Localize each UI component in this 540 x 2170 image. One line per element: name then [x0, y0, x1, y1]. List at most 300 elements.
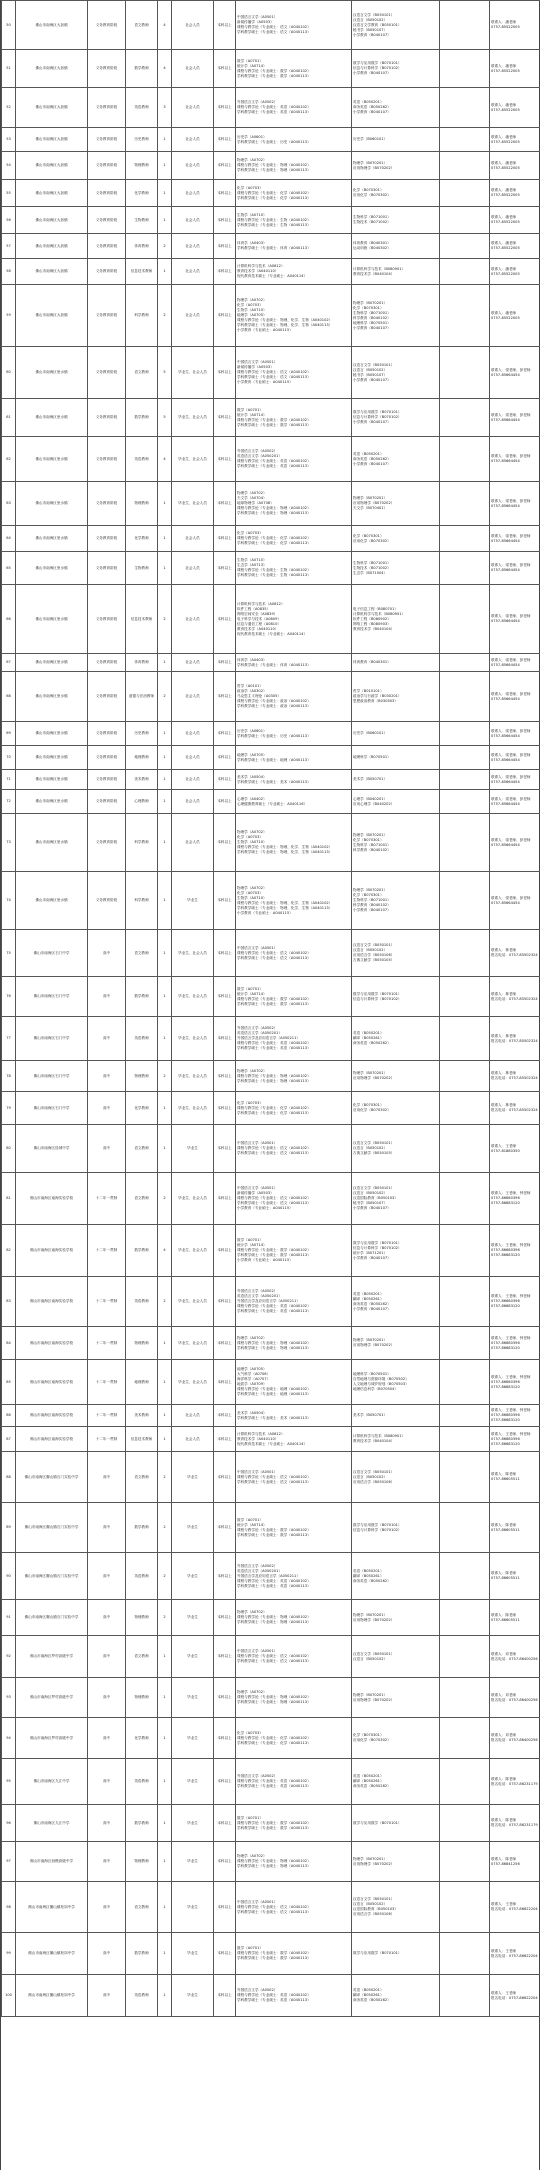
applicant-type-text: 社会人员 [185, 313, 200, 317]
education-level [214, 1553, 236, 1600]
post-count [158, 1, 172, 50]
school-stage-text: 义务教育阶段 [95, 660, 118, 664]
table-row [2, 654, 540, 672]
employer-name-text: 佛山市南海区里水镇 [35, 501, 68, 505]
remarks [440, 672, 490, 722]
post-name [126, 1805, 158, 1842]
postgraduate-majors [236, 1427, 352, 1452]
applicant-type [172, 1933, 214, 1975]
post-count [158, 1092, 172, 1125]
post-name-text: 数学教师 [134, 1525, 149, 1529]
postgraduate-majors-text: 数学（A0701） 统计学（A0714） 课程与教学论（专业硕士：数学（A040102） 学科教学硕士（专业硕士：数学（A040113） [237, 407, 311, 427]
applicant-type [172, 552, 214, 585]
post-name-text: 语文教师 [134, 1196, 149, 1200]
undergraduate-majors [352, 1636, 440, 1678]
row-number-text: 93 [6, 1695, 11, 1699]
applicant-type [172, 1759, 214, 1805]
undergraduate-majors [352, 482, 440, 526]
row-number-text: 94 [6, 1735, 11, 1740]
employer-name [16, 347, 88, 399]
undergraduate-majors [352, 1092, 440, 1125]
remarks [440, 585, 490, 654]
employer-name-text: 佛山市南海区大沥镇 [35, 163, 68, 167]
postgraduate-majors-text: 外国语言文学（A0502） 课程与教学论（专业硕士：英语（A040102） 学科教学硕士（专业硕士：英语（A040113） [237, 1988, 311, 2002]
table-row [2, 88, 540, 128]
school-stage [88, 399, 126, 437]
row-number [2, 1092, 16, 1125]
post-count-text: 2 [163, 616, 166, 621]
row-number [2, 1125, 16, 1173]
employer-name [16, 977, 88, 1017]
education-level [214, 285, 236, 347]
contact-info-text: 联系人：林老师 报名电话：0757-85502324 [491, 991, 538, 1001]
school-stage-text: 高中 [102, 1993, 111, 1997]
table-row [2, 1061, 540, 1092]
school-stage-text: 高中 [102, 950, 111, 955]
table-row [2, 1636, 540, 1678]
postgraduate-majors-text: 数学（A0701） 课程与教学论（专业硕士：数学（A040102） 学科教学硕士（专业硕士：数学（A040113） [237, 1815, 311, 1830]
contact-info [490, 207, 540, 234]
employer-name [16, 399, 88, 437]
post-count [158, 50, 172, 88]
employer-name-text: 佛山市南海区大沥镇 [35, 313, 68, 317]
table-row [2, 1975, 540, 2017]
postgraduate-majors-text: 地理学（A0705） 大气科学（A0706） 海洋科学（A0707） 地质学（A0709） 课程与教学论（专业硕士：地理（A040102） 学科教学硕士（专业硕士：地理（A040113） [237, 1367, 311, 1396]
employer-name-text: 佛山市南海区狮山镇松岗中学 [28, 1904, 75, 1909]
post-name [126, 259, 158, 285]
education-level-text: 本科以上 [217, 137, 232, 141]
contact-info [490, 285, 540, 347]
applicant-type-text: 毕业生 [187, 1859, 198, 1863]
post-name-text: 语文教师 [134, 950, 149, 955]
post-name-text: 科学教师 [134, 313, 149, 317]
undergraduate-majors [352, 128, 440, 152]
school-stage-text: 高中 [102, 1105, 111, 1110]
post-count [158, 1173, 172, 1225]
school-stage-text: 义务教育阶段 [95, 898, 118, 902]
post-count-text: 2 [163, 243, 166, 248]
applicant-type-text: 毕业生、社会人员 [178, 456, 207, 461]
undergraduate-majors-text: 计算机科学与技术（B080901） 教育技术学（B040104） [353, 266, 406, 276]
row-number-text: 87 [6, 1436, 11, 1441]
contact-info-text: 联系人：林老师 报名电话：0757-85502324 [491, 1103, 538, 1112]
post-name-text: 语文教师 [134, 1146, 149, 1150]
row-number-text: 60 [6, 370, 11, 374]
employer-name-text: 佛山市南海区里水镇 [35, 456, 68, 461]
contact-info [490, 180, 540, 207]
post-count-text: 1 [163, 1951, 166, 1955]
row-number-text: 59 [6, 313, 11, 317]
postgraduate-majors-text: 物理学（A0702） 化学（A0703） 生物学（A0710） 课程与教学论（专业硕士：物理、化学、生物（A040102） 学科教学硕士（专业硕士：物理、化学、生物（A040113） 小学教育（专业硕士：A040115） [237, 885, 333, 915]
row-number [2, 207, 16, 234]
education-level [214, 1975, 236, 2017]
undergraduate-majors-text: 物理学（B070201） 化学（B070301） 生物科学（B071001） 科学教育（B040102） [353, 832, 391, 852]
education-level [214, 50, 236, 88]
school-stage-text: 高中 [102, 1654, 111, 1658]
row-number-text: 55 [6, 190, 11, 195]
postgraduate-majors [236, 814, 352, 872]
post-count-text: 1 [163, 269, 166, 273]
post-name-text: 道德与法治教师 [128, 694, 155, 698]
undergraduate-majors [352, 259, 440, 285]
contact-info-text: 联系人：王老师 报名电话：0757-86622204 [491, 1990, 538, 2000]
contact-info [490, 234, 540, 259]
remarks [440, 1225, 490, 1277]
employer-name-text: 佛山市南海区桂城中学 [33, 1146, 70, 1150]
school-stage [88, 977, 126, 1017]
postgraduate-majors [236, 722, 352, 746]
row-number [2, 552, 16, 585]
employer-name [16, 1975, 88, 2017]
undergraduate-majors [352, 1, 440, 50]
employer-name-text: 佛山市南海区狮山镇石门实验中学 [24, 1525, 79, 1529]
table-row [2, 1327, 540, 1360]
employer-name-text: 佛山市南海区大沥镇 [35, 190, 68, 195]
school-stage-text: 义务教育阶段 [95, 799, 118, 803]
post-count-text: 2 [163, 1196, 166, 1200]
contact-info [490, 814, 540, 872]
postgraduate-majors [236, 1503, 352, 1553]
school-stage-text: 义务教育阶段 [95, 694, 118, 698]
contact-info [490, 1061, 540, 1092]
remarks [440, 814, 490, 872]
remarks [440, 1405, 490, 1427]
education-level [214, 770, 236, 790]
table-row [2, 1933, 540, 1975]
education-level [214, 437, 236, 482]
undergraduate-majors-text: 生物科学（B071001） 生物技术（B071002） [353, 215, 391, 224]
school-stage [88, 672, 126, 722]
post-name-text: 语文教师 [134, 1904, 149, 1909]
row-number-text: 70 [6, 755, 11, 759]
post-count-text: 1 [163, 217, 166, 222]
table-row [2, 872, 540, 930]
applicant-type [172, 180, 214, 207]
post-name [126, 814, 158, 872]
applicant-type [172, 1277, 214, 1327]
post-count [158, 1882, 172, 1933]
education-level [214, 180, 236, 207]
undergraduate-majors [352, 180, 440, 207]
school-stage [88, 1360, 126, 1405]
remarks [440, 347, 490, 399]
remarks [440, 88, 490, 128]
postgraduate-majors-text: 体育学（A0403） 学科教学硕士（专业硕士：体育（A040113） [237, 657, 311, 667]
remarks [440, 1975, 490, 2017]
school-stage-text: 高中 [102, 1951, 111, 1955]
education-level [214, 1017, 236, 1061]
undergraduate-majors [352, 526, 440, 552]
undergraduate-majors-text: 体育教育（B040301） 运动训练（B040302） [353, 241, 391, 250]
post-name [126, 1636, 158, 1678]
row-number [2, 672, 16, 722]
table-row [2, 152, 540, 180]
post-count-text: 2 [163, 313, 166, 317]
education-level-text: 本科以上 [217, 799, 232, 803]
education-level-text: 本科以上 [217, 898, 232, 902]
school-stage [88, 746, 126, 770]
employer-name [16, 1553, 88, 1600]
school-stage [88, 234, 126, 259]
post-count-text: 4 [163, 22, 166, 27]
undergraduate-majors-text: 数学与应用数学（B070101） [353, 1951, 402, 1955]
post-name [126, 347, 158, 399]
post-count-text: 3 [163, 105, 166, 109]
applicant-type-text: 社会人员 [185, 105, 200, 109]
contact-info-text: 联系人：潘老师 0757-85522005 [491, 215, 520, 224]
row-number-text: 96 [6, 1820, 11, 1825]
post-name [126, 1277, 158, 1327]
remarks [440, 234, 490, 259]
row-number-text: 91 [6, 1615, 11, 1619]
education-level [214, 746, 236, 770]
postgraduate-majors-text: 中国语言文学（A0501） 课程与教学论（专业硕士：语文（A040102） 学科教学硕士（专业硕士：语文（A040113） [237, 1141, 311, 1155]
undergraduate-majors [352, 1017, 440, 1061]
post-count [158, 1503, 172, 1553]
postgraduate-majors-text: 外国语言文学（A0502） 英语语言文学（A050201） 课程与教学论（专业硕士：英语（A040102） 学科教学硕士（专业硕士：英语（A040113） [237, 449, 311, 468]
applicant-type-text: 毕业生、社会人员 [178, 1073, 207, 1078]
postgraduate-majors-text: 物理学（A0702） 课程与教学论（专业硕士：物理（A040102） 学科教学硕士（专业硕士：物理（A040113） [237, 1335, 311, 1350]
table-row [2, 722, 540, 746]
school-stage-text: 义务教育阶段 [95, 163, 118, 167]
education-level [214, 207, 236, 234]
postgraduate-majors [236, 1553, 352, 1600]
post-count-text: 1 [163, 660, 166, 664]
row-number-text: 78 [6, 1073, 11, 1078]
employer-name [16, 1277, 88, 1327]
post-name-text: 历史教师 [134, 137, 149, 141]
row-number [2, 259, 16, 285]
school-stage [88, 1975, 126, 2017]
contact-info-text: 联系人：林老师 报名电话：0757-85502324 [491, 948, 538, 957]
school-stage-text: 十二年一贯制 [95, 1299, 118, 1303]
post-count [158, 746, 172, 770]
undergraduate-majors [352, 977, 440, 1017]
post-name [126, 1452, 158, 1503]
education-level-text: 本科以上 [217, 536, 232, 540]
post-name-text: 信息技术教师 [130, 269, 153, 273]
employer-name [16, 1882, 88, 1933]
education-level-text: 本科以上 [217, 456, 232, 461]
education-level [214, 1405, 236, 1427]
applicant-type [172, 1360, 214, 1405]
education-level-text: 本科以上 [217, 1695, 232, 1699]
row-number [2, 1842, 16, 1882]
undergraduate-majors-text: 数学与应用数学（B070101） 信息与计算科学（B070102） 小学教育（B040107） [353, 61, 402, 75]
education-level [214, 977, 236, 1017]
contact-info-text: 联系人：邓老师 报名电话：0757-86400256 [491, 1651, 538, 1661]
education-level-text: 本科以上 [217, 313, 232, 317]
row-number [2, 770, 16, 790]
undergraduate-majors-text: 地理科学（B070501） 自然地理与资源环境（B070502） 人文地理与城乡规划（B070503） 地理信息科学（B070504） [353, 1372, 409, 1391]
employer-name [16, 88, 88, 128]
table-row [2, 1, 540, 50]
applicant-type-text: 社会人员 [185, 1413, 200, 1417]
education-level-text: 本科以上 [217, 1036, 232, 1040]
row-number [2, 180, 16, 207]
row-number-text: 84 [6, 1340, 11, 1345]
row-number-text: 100 [5, 1993, 12, 1997]
post-name-text: 物理教师 [134, 1615, 149, 1619]
school-stage-text: 义务教育阶段 [95, 243, 118, 248]
postgraduate-majors-text: 计算机科学与技术（A0812） 软件工程（A0835） 网络空间安全（A0839） 电子科学与技术（A0809） 信息与通信工程（A0810） 教育技术学（A040110） 现代教育技术硕士（专业硕士：A040114） [237, 601, 308, 636]
school-stage [88, 50, 126, 88]
post-count [158, 128, 172, 152]
post-name [126, 654, 158, 672]
employer-name-text: 佛山市南海区南海实验学校 [29, 1299, 74, 1303]
education-level-text: 本科以上 [217, 1951, 232, 1955]
contact-info [490, 1842, 540, 1882]
employer-name-text: 佛山市南海区里水镇 [35, 660, 68, 664]
undergraduate-majors-text: 英语（B050201） 翻译（B050261） 商务英语（B050262） [353, 1031, 391, 1045]
post-name-text: 地理教师 [134, 1379, 149, 1384]
undergraduate-majors [352, 285, 440, 347]
table-row [2, 1842, 540, 1882]
education-level-text: 本科以上 [217, 1146, 232, 1150]
school-stage [88, 1842, 126, 1882]
post-count [158, 977, 172, 1017]
contact-info [490, 1452, 540, 1503]
applicant-type [172, 814, 214, 872]
postgraduate-majors-text: 中国语言文学（A0501） 课程与教学论（专业硕士：语文（A040102） 学科教学硕士（专业硕士：语文（A040113） [237, 1899, 311, 1914]
post-count-text: 4 [163, 456, 166, 461]
school-stage [88, 1452, 126, 1503]
undergraduate-majors-text: 汉语言文学（B050101） 汉语言（B050102） 秘书学（B050107） 小学教育（B040107） [353, 362, 395, 382]
post-count [158, 672, 172, 722]
contact-info-text: 联系人：梁老师、彭老师 0757-85664454 [491, 412, 531, 422]
education-level-text: 本科以上 [217, 269, 232, 273]
post-name [126, 526, 158, 552]
undergraduate-majors-text: 体育教育（B040301） [353, 660, 391, 664]
employer-name-text: 佛山市南海区里水镇 [35, 536, 68, 540]
school-stage-text: 高中 [102, 1859, 111, 1863]
postgraduate-majors-text: 外国语言文学（A0502） 英语语言文学（A050201） 外国语言学及应用语言学（A050211） 课程与教学论（专业硕士：英语（A040102） 学科教学硕士（专业硕士：英语（A040113） [237, 1563, 311, 1588]
applicant-type [172, 722, 214, 746]
undergraduate-majors-text: 化学（B070301） 应用化学（B070302） [353, 1103, 391, 1112]
employer-name-text: 佛山市南海区里水镇 [35, 840, 68, 844]
post-name [126, 1759, 158, 1805]
row-number-text: 51 [6, 66, 11, 70]
post-name [126, 672, 158, 722]
employer-name-text: 佛山市南海区南海实验学校 [29, 1413, 74, 1417]
employer-name [16, 207, 88, 234]
undergraduate-majors-text: 哲学（B010101） 政治学与行政学（B030201） 思想政治教育（B030503） [353, 689, 402, 703]
row-number [2, 526, 16, 552]
row-number [2, 1553, 16, 1600]
contact-info [490, 128, 540, 152]
post-count-text: 2 [163, 1474, 166, 1479]
education-level [214, 790, 236, 814]
contact-info-text: 联系人：梁老师、彭老师 0757-85664454 [491, 454, 531, 463]
row-number-text: 67 [6, 660, 11, 664]
applicant-type-text: 社会人员 [185, 616, 200, 621]
table-row [2, 234, 540, 259]
education-level [214, 1503, 236, 1553]
post-name-text: 体育教师 [134, 243, 149, 248]
post-name-text: 英语教师 [134, 1036, 149, 1040]
undergraduate-majors-text: 物理学（B070201） 应用物理学（B070202） [353, 1692, 395, 1702]
post-name [126, 207, 158, 234]
postgraduate-majors [236, 672, 352, 722]
postgraduate-majors [236, 1759, 352, 1805]
row-number [2, 1, 16, 50]
undergraduate-majors-text: 物理学（B070201） 化学（B070301） 生物科学（B071001） 科学教育（B040102） 小学教育（B040107） [353, 888, 391, 912]
employer-name [16, 234, 88, 259]
applicant-type [172, 1600, 214, 1636]
undergraduate-majors [352, 207, 440, 234]
row-number-text: 56 [6, 217, 11, 222]
post-count-text: 1 [163, 755, 166, 759]
applicant-type [172, 1718, 214, 1759]
remarks [440, 180, 490, 207]
contact-info-text: 联系人：梁老师、彭老师 0757-85664454 [491, 533, 531, 543]
post-name [126, 437, 158, 482]
employer-name-text: 佛山市南海区狮山镇石门实验中学 [24, 1573, 79, 1578]
contact-info-text: 联系人：陈老师 0757-86605511 [491, 1571, 520, 1580]
undergraduate-majors [352, 654, 440, 672]
employer-name [16, 654, 88, 672]
school-stage [88, 1405, 126, 1427]
postgraduate-majors-text: 历史学（A0601） 学科教学硕士（专业硕士：历史（A040113） [237, 728, 311, 738]
applicant-type-text: 毕业生、社会人员 [178, 1379, 207, 1384]
postgraduate-majors [236, 347, 352, 399]
undergraduate-majors [352, 672, 440, 722]
table-row [2, 482, 540, 526]
undergraduate-majors-text: 物理学（B070201） 应用物理学（B070202） [353, 160, 395, 170]
school-stage-text: 义务教育阶段 [95, 536, 118, 540]
applicant-type [172, 1636, 214, 1678]
undergraduate-majors [352, 930, 440, 977]
employer-name [16, 552, 88, 585]
employer-name-text: 佛山市南海区石门中学 [33, 994, 70, 998]
education-level-text: 本科以上 [217, 66, 232, 70]
employer-name-text: 佛山市南海区里水镇 [35, 755, 68, 759]
education-level [214, 1092, 236, 1125]
postgraduate-majors [236, 259, 352, 285]
contact-info [490, 1092, 540, 1125]
contact-info [490, 1600, 540, 1636]
education-level-text: 本科以上 [217, 565, 232, 570]
contact-info [490, 977, 540, 1017]
undergraduate-majors [352, 746, 440, 770]
contact-info-text: 联系人：王老师、钟老师 0757-86680396 0757-86683120 [491, 1294, 531, 1308]
school-stage-text: 义务教育阶段 [95, 370, 118, 374]
employer-name [16, 1225, 88, 1277]
education-level-text: 本科以上 [217, 217, 232, 222]
education-level-text: 本科以上 [217, 1248, 232, 1252]
row-number [2, 347, 16, 399]
contact-info-text: 联系人：邓老师 报名电话：0757-86400256 [491, 1692, 538, 1702]
school-stage [88, 585, 126, 654]
remarks [440, 1017, 490, 1061]
postgraduate-majors-text: 美术学（A0504） 学科教学硕士（专业硕士：美术（A040113） [237, 1410, 311, 1420]
contact-info [490, 437, 540, 482]
contact-info [490, 1360, 540, 1405]
applicant-type-text: 毕业生 [187, 1951, 198, 1955]
table-row [2, 672, 540, 722]
employer-name [16, 790, 88, 814]
postgraduate-majors [236, 1405, 352, 1427]
applicant-type [172, 88, 214, 128]
school-stage [88, 552, 126, 585]
table-row [2, 259, 540, 285]
row-number [2, 654, 16, 672]
post-name-text: 物理教师 [134, 1073, 149, 1078]
post-count [158, 1125, 172, 1173]
row-number [2, 1933, 16, 1975]
applicant-type [172, 1842, 214, 1882]
school-stage-text: 义务教育阶段 [95, 731, 118, 735]
